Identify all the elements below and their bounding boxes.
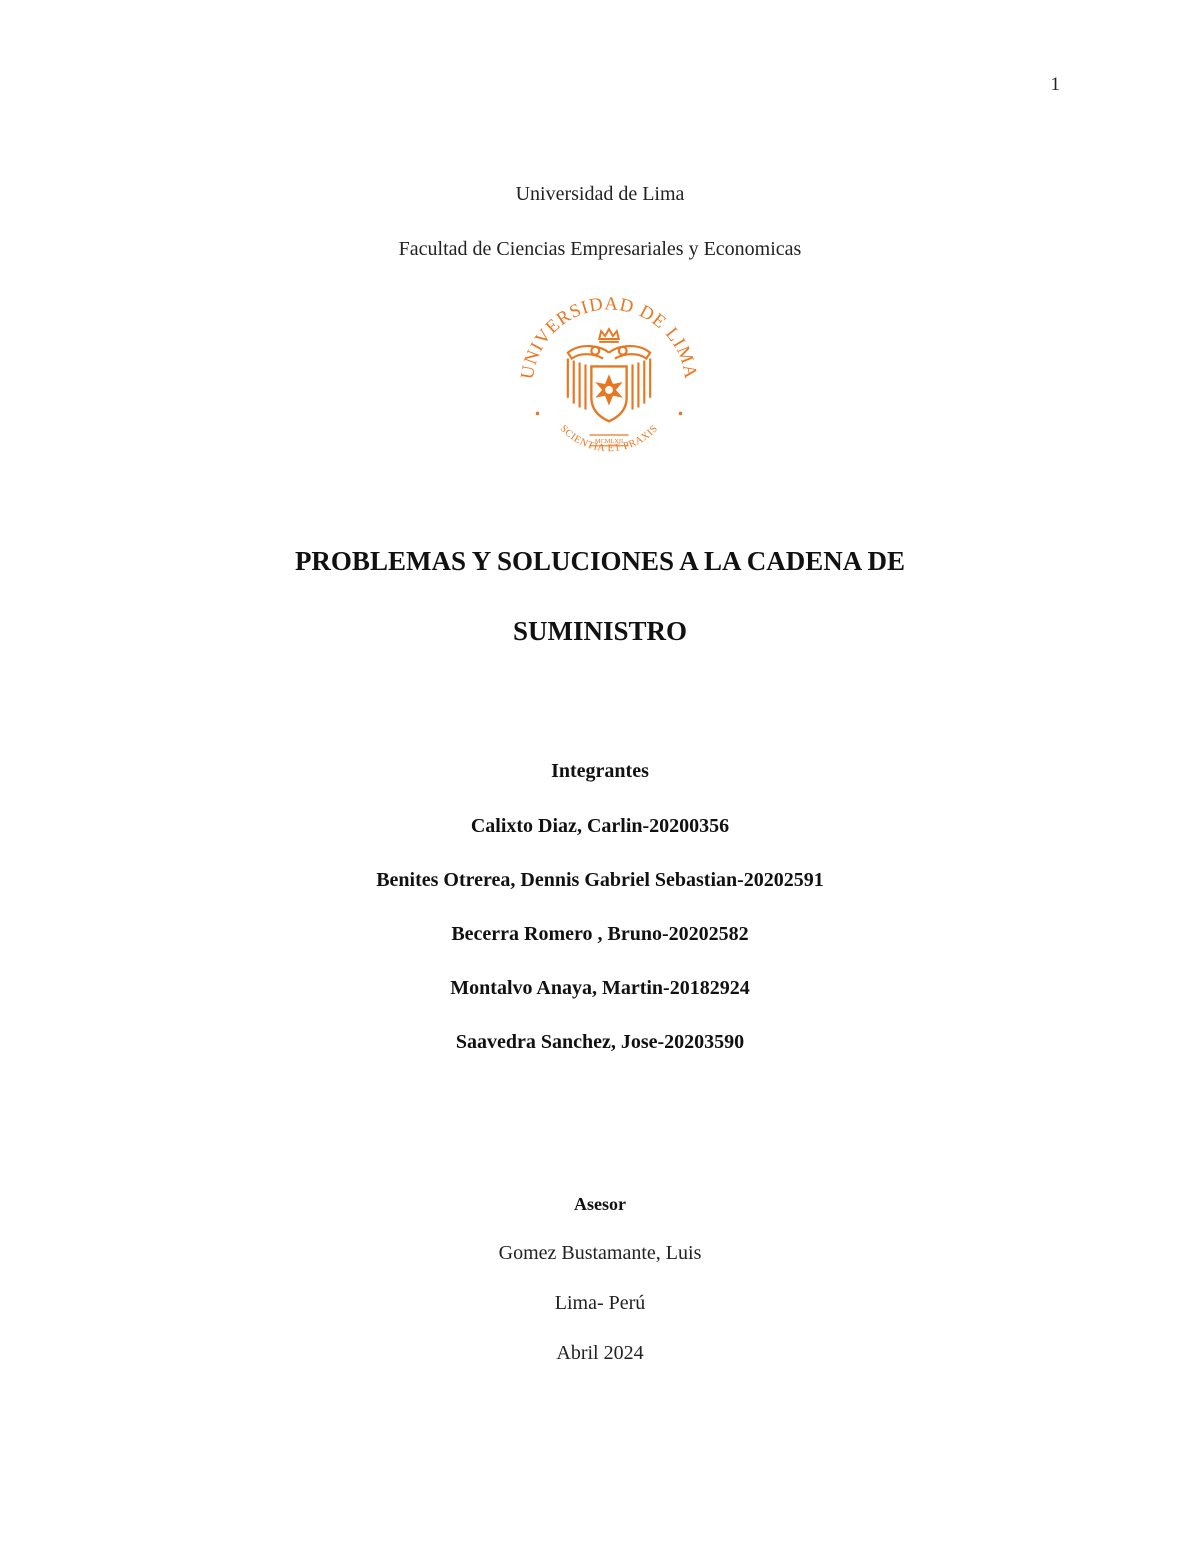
- member-item: Saavedra Sanchez, Jose-20203590: [455, 1031, 745, 1053]
- member-item: Becerra Romero , Bruno-20202582: [451, 923, 749, 945]
- shield-icon: [591, 366, 626, 421]
- university-crest-icon: [511, 288, 707, 484]
- location: Lima- Perú: [554, 1292, 646, 1314]
- faculty-name: Facultad de Ciencias Empresariales y Economicas: [398, 238, 802, 260]
- document-title-line-2: SUMINISTRO: [512, 616, 688, 646]
- advisor-name: Gomez Bustamante, Luis: [498, 1242, 702, 1264]
- member-item: Calixto Diaz, Carlin-20200356: [470, 815, 730, 837]
- member-item: Montalvo Anaya, Martin-20182924: [450, 977, 750, 999]
- university-name: Universidad de Lima: [515, 183, 685, 205]
- document-title-line-1: PROBLEMAS Y SOLUCIONES A LA CADENA DE: [294, 546, 906, 576]
- members-heading: Integrantes: [551, 760, 649, 782]
- logo-dot-left: [536, 412, 540, 416]
- logo-dot-right: [679, 412, 683, 416]
- document-date: Abril 2024: [556, 1342, 644, 1364]
- crown-icon: [599, 329, 619, 342]
- logo-year: MCMLXII: [594, 437, 624, 445]
- logo-arc-text-top: UNIVERSIDAD DE LIMA: [516, 293, 702, 381]
- logo-arc-text-bottom: SCIENTIA ET PRAXIS: [557, 423, 661, 455]
- advisor-heading: Asesor: [574, 1194, 626, 1214]
- page-number: 1: [1050, 74, 1060, 95]
- member-item: Benites Otrerea, Dennis Gabriel Sebastian-20202591: [376, 869, 824, 891]
